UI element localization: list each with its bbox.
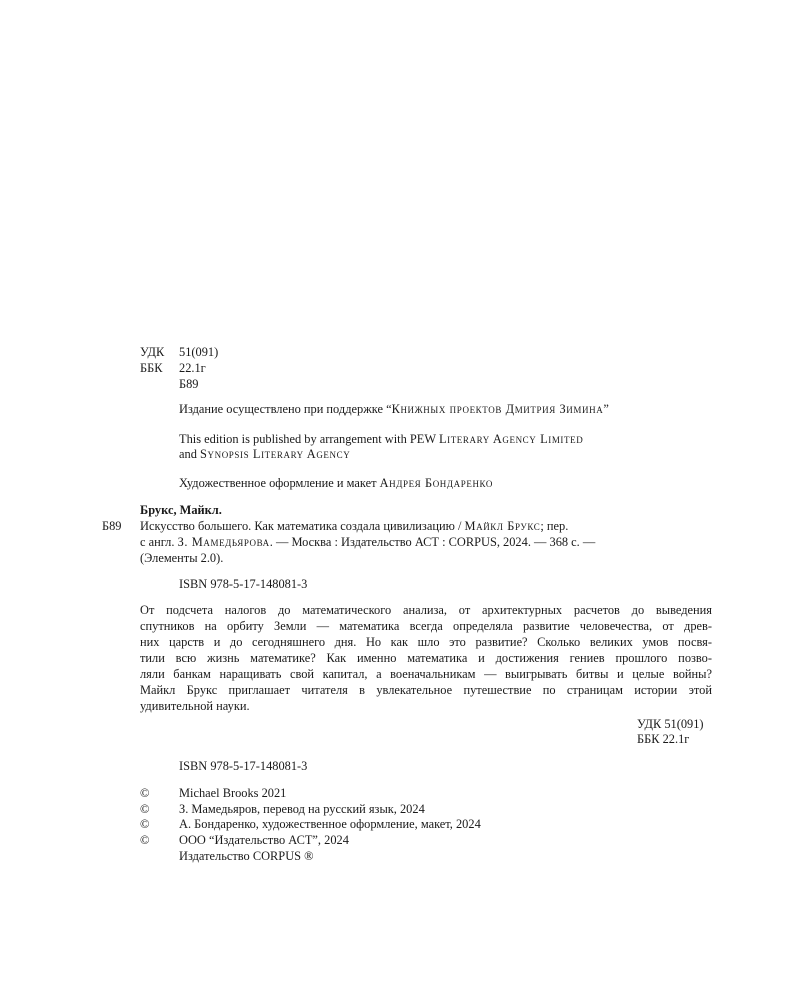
catalog-mark: Б89 bbox=[102, 519, 122, 533]
edition-line-1 bbox=[179, 431, 583, 447]
catalog-isbn: ISBN 978-5-17-148081-3 bbox=[179, 577, 308, 591]
catalog-line2-translator: З. Мамедьярова bbox=[177, 535, 270, 549]
edition-line1-agency: Literary Agency Limited bbox=[438, 432, 584, 446]
copyright-author: Michael Brooks 2021 bbox=[179, 786, 287, 800]
design-prefix: Художественное оформление и макет bbox=[179, 476, 380, 490]
copyright-icon: © bbox=[140, 786, 150, 800]
annotation-line: ляли банкам наращивать свой капитал, а военачальникам — выигрывать битвы и целые войны? bbox=[140, 667, 712, 681]
catalog-line2-start: с англ. bbox=[140, 535, 178, 549]
edition-line2-agency: Synopsis Literary Agency bbox=[200, 447, 351, 461]
bbk-code-right: ББК 22.1г bbox=[637, 732, 690, 746]
catalog-line1-author: Майкл Брукс bbox=[464, 519, 541, 533]
annotation-line: удивительной науки. bbox=[140, 699, 250, 713]
copyright-translation: З. Мамедьяров, перевод на русский язык, 2024 bbox=[179, 802, 425, 816]
udk-label: УДК bbox=[140, 345, 165, 359]
support-prefix: Издание осуществлено при поддержке “ bbox=[179, 402, 392, 416]
edition-line2-prefix: and bbox=[179, 447, 200, 461]
bbk-value: 22.1г bbox=[179, 361, 206, 375]
author-mark: Б89 bbox=[179, 377, 199, 391]
copyright-design: А. Бондаренко, художественное оформление, макет, 2024 bbox=[179, 817, 481, 831]
design-line bbox=[179, 475, 493, 491]
copyright-icon: © bbox=[140, 802, 150, 816]
isbn-bottom: ISBN 978-5-17-148081-3 bbox=[179, 759, 308, 773]
catalog-line2-end: . — Москва : Издательство АСТ : CORPUS, 2024. — 368 с. — bbox=[269, 535, 596, 549]
edition-line-2 bbox=[179, 446, 350, 462]
catalog-line-3: (Элементы 2.0). bbox=[140, 551, 224, 565]
catalog-author-heading: Брукс, Майкл. bbox=[140, 503, 222, 517]
copyright-icon: © bbox=[140, 833, 150, 847]
design-name: Андрея Бондаренко bbox=[379, 476, 494, 490]
catalog-line1-end: ; пер. bbox=[540, 519, 569, 533]
support-line bbox=[179, 401, 609, 417]
udk-code-right: УДК 51(091) bbox=[637, 717, 704, 731]
catalog-line1-title: Искусство большего. Как математика создала цивилизацию / bbox=[140, 519, 465, 533]
annotation-line: тили всю жизнь математике? Как именно математика и достижения гениев прошлого позво- bbox=[140, 651, 712, 665]
support-name: Книжных проектов Дмитрия Зимина bbox=[391, 402, 604, 416]
catalog-line-1 bbox=[140, 518, 568, 534]
annotation bbox=[140, 602, 712, 714]
annotation-line: Майкл Брукс приглашает читателя в увлекательное путешествие по страницам истории этой bbox=[140, 683, 712, 697]
edition-line1-prefix: This edition is published by arrangement with PEW bbox=[179, 432, 439, 446]
copyright-publisher: ООО “Издательство АСТ”, 2024 bbox=[179, 833, 349, 847]
catalog-line-2 bbox=[140, 534, 595, 550]
annotation-line: спутников на орбиту Земли — математика всегда определяла развитие человечества, от древ- bbox=[140, 619, 712, 633]
copyright-icon: © bbox=[140, 817, 150, 831]
support-suffix: ” bbox=[603, 402, 609, 416]
udk-value: 51(091) bbox=[179, 345, 219, 359]
annotation-line: От подсчета налогов до математического анализа, от архитектурных расчетов до выведения bbox=[140, 603, 712, 617]
publisher-line: Издательство CORPUS ® bbox=[179, 849, 314, 863]
annotation-line: них царств и до сегодняшнего дня. Но как шло это развитие? Сколько великих умов посвя- bbox=[140, 635, 712, 649]
bbk-label: ББК bbox=[140, 361, 163, 375]
